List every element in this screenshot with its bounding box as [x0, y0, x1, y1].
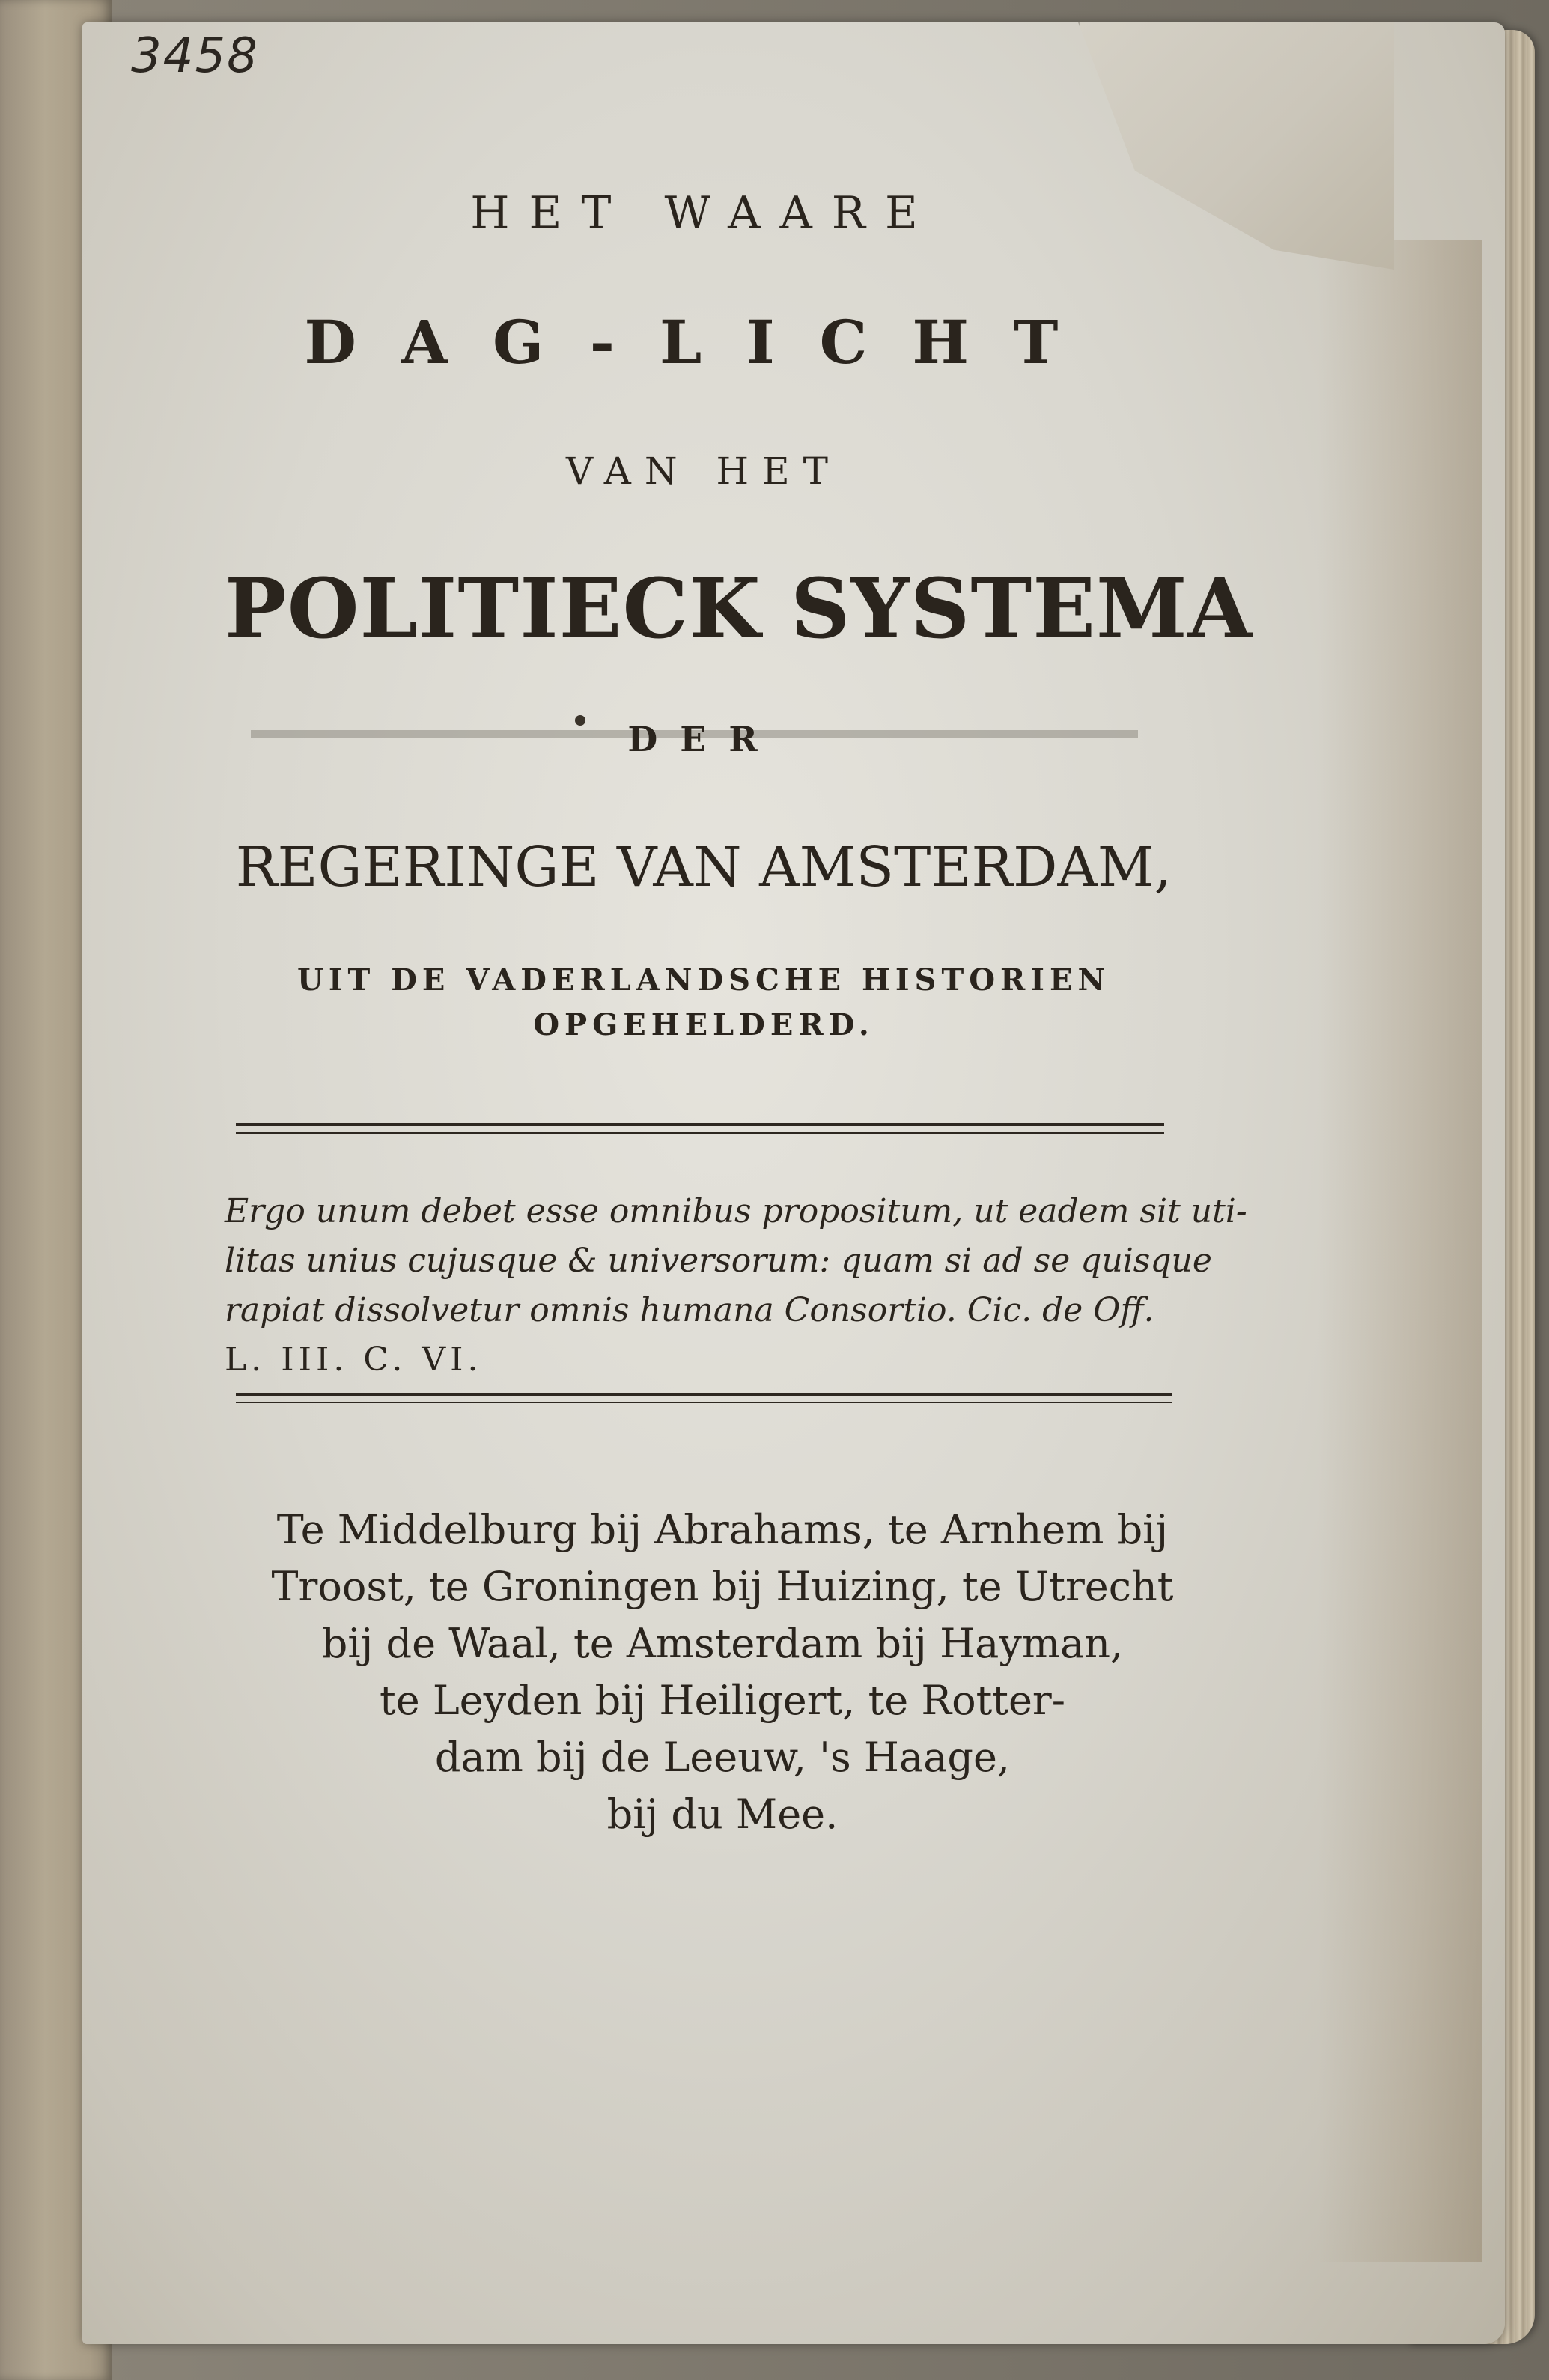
divider-bottom — [236, 1393, 1172, 1396]
imprint-line-6: bij du Mee. — [606, 1791, 839, 1838]
divider-top — [236, 1123, 1164, 1126]
epigraph-line-1: Ergo unum debet esse omnibus propositum, ut eadem sit uti- — [225, 1192, 1247, 1230]
epigraph-citation: L. III. C. VI. — [225, 1341, 483, 1379]
main-title: POLITIECK SYSTEMA — [225, 560, 1253, 657]
imprint-line-3: bij de Waal, te Amsterdam bij Hayman, — [321, 1620, 1124, 1667]
imprint-line-1: Te Middelburg bij Abrahams, te Arnhem bij — [276, 1506, 1169, 1553]
page-stain — [1318, 240, 1482, 2262]
accession-number: 3458 — [131, 28, 259, 84]
epigraph-line-3: rapiat dissolvetur omnis humana Consortio. Cic. de Off. — [225, 1291, 1154, 1329]
subtitle: REGERINGE VAN AMSTERDAM, — [235, 835, 1172, 899]
title-line-2: DAG-LICHT — [304, 307, 1104, 377]
subtitle-line-2: UIT DE VADERLANDSCHE HISTORIEN — [296, 962, 1111, 998]
divider-bottom-thin — [236, 1402, 1172, 1403]
title-line-3: VAN HET — [566, 449, 842, 493]
title-line-1: HET WAARE — [470, 187, 937, 240]
imprint-line-5: dam bij de Leeuw, 's Haage, — [434, 1734, 1011, 1781]
title-line-5: DER — [627, 719, 780, 759]
epigraph-line-2: litas unius cujusque & universorum: quam si ad se quisque — [225, 1242, 1212, 1280]
subtitle-line-3: OPGEHELDERD. — [533, 1007, 874, 1042]
imprint-line-4: te Leyden bij Heiligert, te Rotter- — [380, 1677, 1065, 1724]
imprint-line-2: Troost, te Groningen bij Huizing, te Utrecht — [271, 1563, 1174, 1610]
divider-top-thin — [236, 1132, 1164, 1134]
